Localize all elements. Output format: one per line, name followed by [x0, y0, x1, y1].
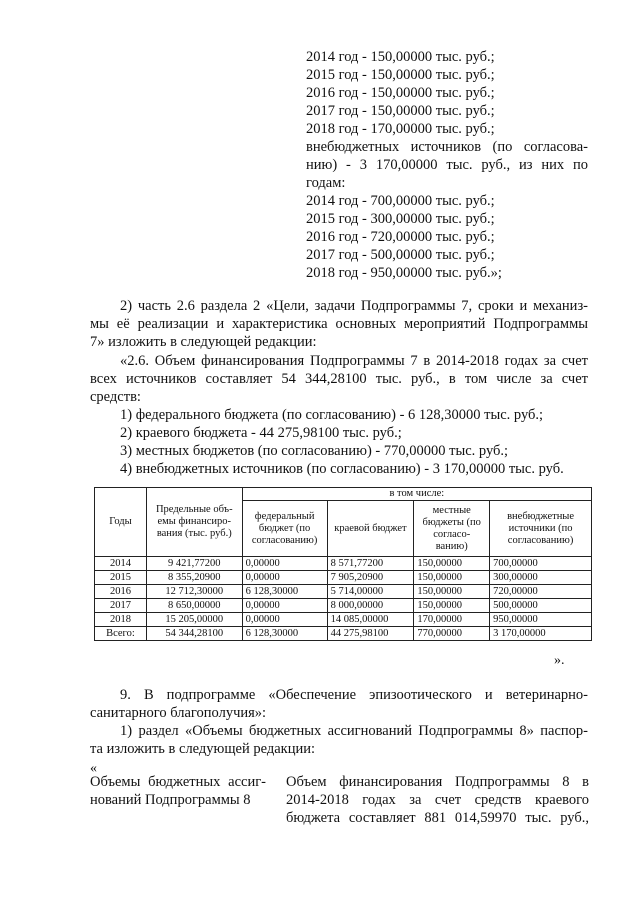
- cell-offbudget: 700,00000: [490, 557, 592, 571]
- text-line: «2.6. Объем финансирования Подпрограммы 7 в 2014-2018 годах за счет: [120, 353, 588, 369]
- text-line: нований Подпрограммы 8: [90, 792, 251, 808]
- cell-offbudget: 3 170,00000: [490, 627, 592, 641]
- cell-regional: 7 905,20900: [327, 571, 414, 585]
- header-years: Годы: [95, 488, 147, 557]
- opening-quote: «: [90, 761, 97, 776]
- cell-federal: 6 128,30000: [242, 585, 327, 599]
- cell-federal: 0,00000: [242, 557, 327, 571]
- year-line: 2017 год - 150,00000 тыс. руб.;: [306, 103, 495, 119]
- passport-value: [286, 773, 589, 827]
- cell-year: Всего:: [95, 627, 147, 641]
- text-line: годам:: [306, 175, 346, 191]
- cell-local: 150,00000: [414, 599, 490, 613]
- text-line: всех источников составляет 54 344,28100 тыс. руб., в том числе за счет: [90, 371, 588, 387]
- paragraph-9: [90, 686, 588, 722]
- year-line: 2018 год - 950,00000 тыс. руб.»;: [306, 265, 502, 281]
- cell-offbudget: 950,00000: [490, 613, 592, 627]
- source-item: 1) федерального бюджета (по согласованию) - 6 128,30000 тыс. руб.;: [120, 407, 544, 423]
- year-line: 2017 год - 500,00000 тыс. руб.;: [306, 247, 495, 263]
- header-offbudget: внебюджетные источники (по согласованию): [490, 501, 592, 557]
- table-row: [95, 599, 592, 613]
- cell-local: 150,00000: [414, 571, 490, 585]
- cell-total: 12 712,30000: [146, 585, 242, 599]
- source-item: 3) местных бюджетов (по согласованию) - 770,00000 тыс. руб.;: [120, 443, 509, 459]
- cell-total: 8 355,20900: [146, 571, 242, 585]
- text-line: та изложить в следующей редакции:: [90, 741, 316, 757]
- paragraph-9-1: [90, 722, 588, 758]
- header-total: Предельные объ-емы финансиро-вания (тыс. руб.): [146, 488, 242, 557]
- year-line: 2015 год - 300,00000 тыс. руб.;: [306, 211, 495, 227]
- year-line: 2016 год - 720,00000 тыс. руб.;: [306, 229, 495, 245]
- table-row: [95, 613, 592, 627]
- year-line: 2014 год - 700,00000 тыс. руб.;: [306, 193, 495, 209]
- cell-total: 8 650,00000: [146, 599, 242, 613]
- text-line: Объем финансирования Подпрограммы 8 в: [286, 774, 589, 790]
- cell-regional: 8 571,77200: [327, 557, 414, 571]
- text-line: санитарного благополучия»:: [90, 705, 267, 721]
- cell-total: 54 344,28100: [146, 627, 242, 641]
- cell-local: 150,00000: [414, 585, 490, 599]
- cell-regional: 44 275,98100: [327, 627, 414, 641]
- text-line: нию) - 3 170,00000 тыс. руб., из них по: [306, 157, 588, 173]
- cell-offbudget: 720,00000: [490, 585, 592, 599]
- cell-federal: 0,00000: [242, 613, 327, 627]
- cell-year: 2018: [95, 613, 147, 627]
- text-line: средств:: [90, 389, 141, 405]
- header-local: местные бюджеты (по согласо-ванию): [414, 501, 490, 557]
- header-regional: краевой бюджет: [327, 501, 414, 557]
- text-line: внебюджетных источников (по согласова-: [306, 139, 588, 155]
- cell-year: 2016: [95, 585, 147, 599]
- cell-federal: 0,00000: [242, 571, 327, 585]
- text-line: 1) раздел «Объемы бюджетных ассигнований Подпрограммы 8» паспор-: [120, 723, 588, 739]
- table-row: [95, 571, 592, 585]
- cell-offbudget: 500,00000: [490, 599, 592, 613]
- text-line: бюджета составляет 881 014,59970 тыс. руб.,: [286, 810, 589, 826]
- cell-year: 2017: [95, 599, 147, 613]
- text-line: 2) часть 2.6 раздела 2 «Цели, задачи Подпрограммы 7, сроки и механиз-: [120, 298, 588, 314]
- cell-federal: 6 128,30000: [242, 627, 327, 641]
- cell-local: 150,00000: [414, 557, 490, 571]
- paragraph-2-6: [90, 352, 588, 406]
- source-item: 4) внебюджетных источников (по согласованию) - 3 170,00000 тыс. руб.: [120, 461, 564, 477]
- year-line: 2015 год - 150,00000 тыс. руб.;: [306, 67, 495, 83]
- text-line: 7» изложить в следующей редакции:: [90, 334, 317, 350]
- text-line: мы её реализации и характеристика основных мероприятий Подпрограммы: [90, 316, 588, 332]
- paragraph-2: [90, 297, 588, 351]
- cell-offbudget: 300,00000: [490, 571, 592, 585]
- year-line: 2018 год - 170,00000 тыс. руб.;: [306, 121, 495, 137]
- cell-total: 15 205,00000: [146, 613, 242, 627]
- closing-quote: ».: [554, 653, 565, 668]
- cell-year: 2015: [95, 571, 147, 585]
- header-federal: федеральный бюджет (по согласованию): [242, 501, 327, 557]
- text-line: Объемы бюджетных ассиг-: [90, 774, 266, 790]
- year-line: 2016 год - 150,00000 тыс. руб.;: [306, 85, 495, 101]
- source-item: 2) краевого бюджета - 44 275,98100 тыс. руб.;: [120, 425, 402, 441]
- cell-federal: 0,00000: [242, 599, 327, 613]
- table-row: [95, 557, 592, 571]
- text-line: 2014-2018 годах за счет средств краевого: [286, 792, 589, 808]
- header-including: в том числе:: [242, 488, 591, 501]
- cell-total: 9 421,77200: [146, 557, 242, 571]
- table-row-total: [95, 627, 592, 641]
- financing-table: [94, 487, 592, 641]
- text-line: 9. В подпрограмме «Обеспечение эпизоотического и ветеринарно-: [120, 687, 588, 703]
- cell-regional: 8 000,00000: [327, 599, 414, 613]
- cell-local: 770,00000: [414, 627, 490, 641]
- cell-regional: 14 085,00000: [327, 613, 414, 627]
- passport-label: [90, 773, 266, 809]
- cell-regional: 5 714,00000: [327, 585, 414, 599]
- year-line: 2014 год - 150,00000 тыс. руб.;: [306, 49, 495, 65]
- cell-year: 2014: [95, 557, 147, 571]
- cell-local: 170,00000: [414, 613, 490, 627]
- offbudget-paragraph: [306, 138, 588, 192]
- table-row: [95, 585, 592, 599]
